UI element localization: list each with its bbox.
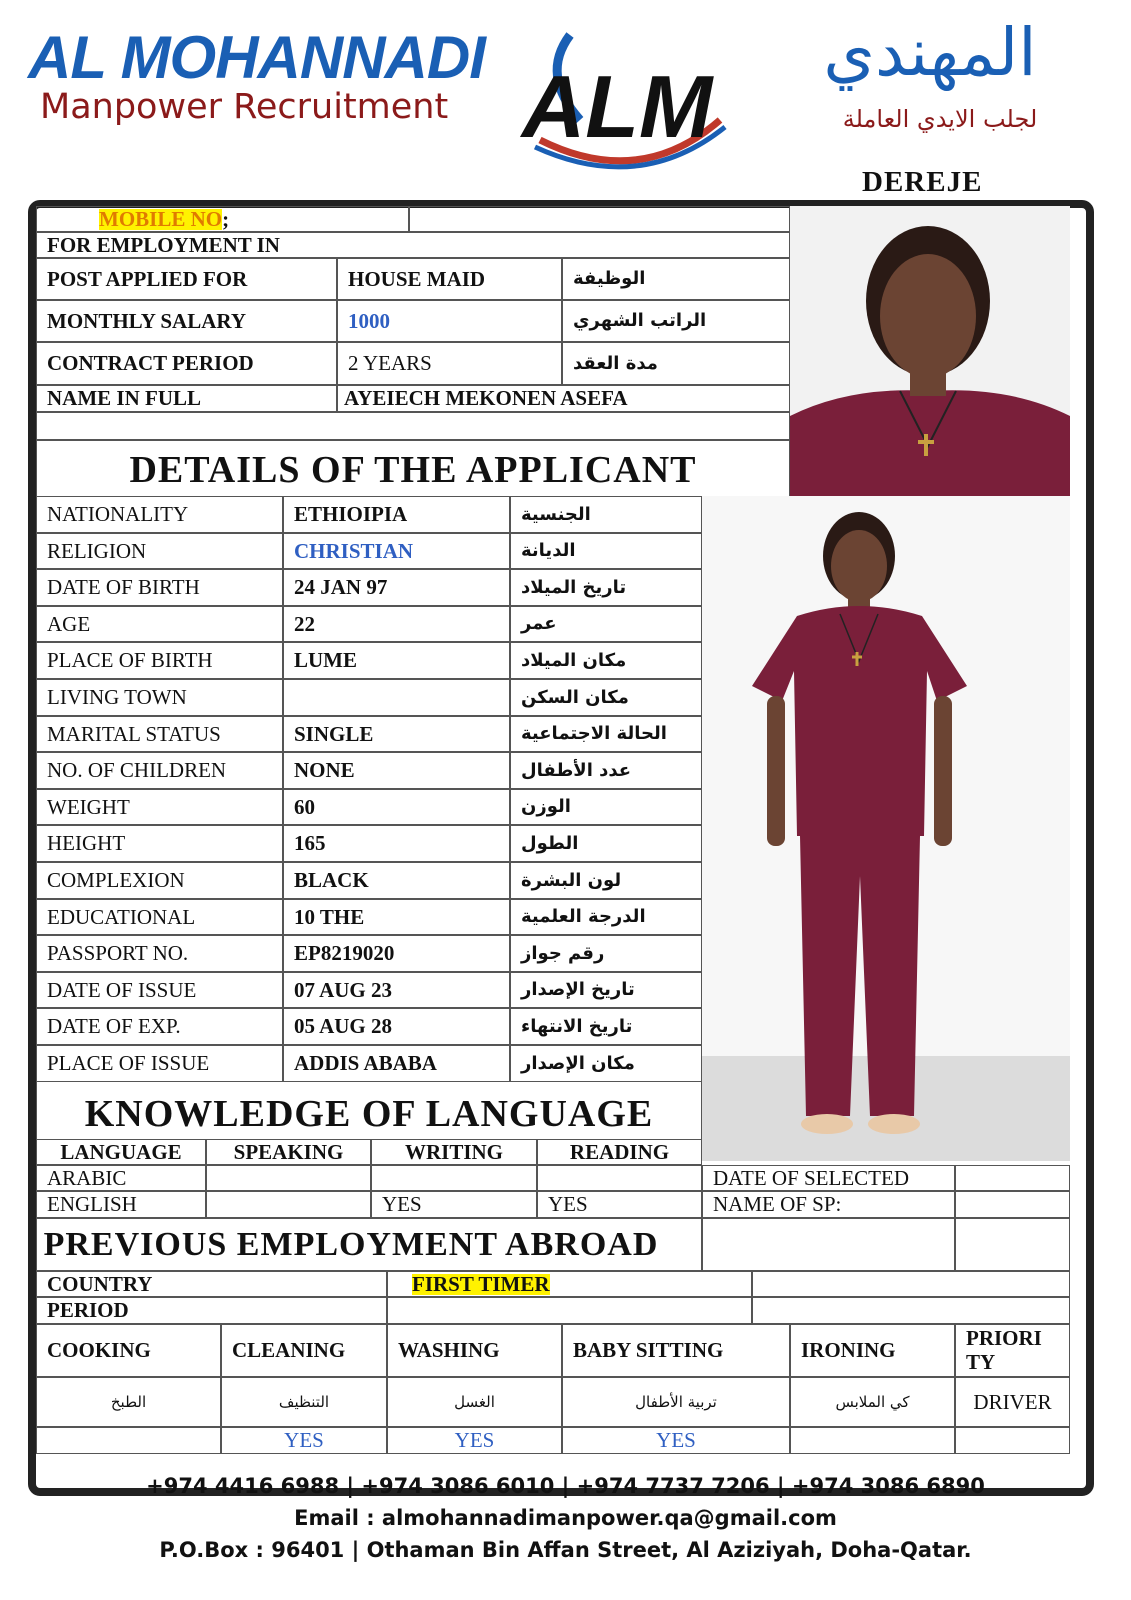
brand-subtitle-arabic: لجلب الايدي العاملة bbox=[842, 105, 1038, 133]
language-cell bbox=[206, 1165, 371, 1191]
detail-arabic: الجنسية bbox=[510, 496, 702, 533]
detail-arabic: تاريخ الميلاد bbox=[510, 569, 702, 606]
language-cell: YES bbox=[371, 1191, 537, 1218]
spacer-row bbox=[36, 412, 790, 440]
detail-arabic: رقم جواز bbox=[510, 935, 702, 972]
detail-value: 165 bbox=[283, 825, 510, 862]
brand-name-english: AL MOHANNADI bbox=[28, 24, 485, 91]
language-header: READING bbox=[537, 1139, 702, 1165]
brand-name-arabic: المهندي bbox=[823, 14, 1037, 91]
top-row-value: 2 YEARS bbox=[337, 342, 562, 385]
skill-header: WASHING bbox=[387, 1324, 562, 1377]
detail-value: 07 AUG 23 bbox=[283, 972, 510, 1008]
detail-value: BLACK bbox=[283, 862, 510, 899]
language-header: WRITING bbox=[371, 1139, 537, 1165]
language-cell bbox=[206, 1191, 371, 1218]
language-cell: YES bbox=[537, 1191, 702, 1218]
detail-label: PLACE OF ISSUE bbox=[36, 1045, 283, 1082]
language-cell bbox=[371, 1165, 537, 1191]
skill-value: YES bbox=[387, 1427, 562, 1454]
country-value: FIRST TIMER bbox=[412, 1271, 550, 1296]
language-cell bbox=[537, 1165, 702, 1191]
language-cell: ARABIC bbox=[36, 1165, 206, 1191]
detail-value: 22 bbox=[283, 606, 510, 642]
detail-arabic: الطول bbox=[510, 825, 702, 862]
detail-arabic: عمر bbox=[510, 606, 702, 642]
detail-label: AGE bbox=[36, 606, 283, 642]
footer-phones: +974 4416 6988 | +974 3086 6010 | +974 7737 7206 | +974 3086 6890 bbox=[146, 1474, 985, 1498]
top-row-arabic: الراتب الشهري bbox=[562, 300, 790, 342]
skill-value: YES bbox=[562, 1427, 790, 1454]
alm-logo bbox=[500, 15, 735, 175]
blank-cell-b bbox=[955, 1218, 1070, 1271]
skill-arabic: الطبخ bbox=[36, 1377, 221, 1427]
mobile-label: MOBILE NO bbox=[99, 206, 223, 231]
footer-address: P.O.Box : 96401 | Othaman Bin Affan Street, Al Aziziyah, Doha-Qatar. bbox=[159, 1538, 972, 1562]
skill-header: IRONING bbox=[790, 1324, 955, 1377]
date-of-selected-value bbox=[955, 1165, 1070, 1191]
detail-label: PASSPORT NO. bbox=[36, 935, 283, 972]
top-row-arabic: الوظيفة bbox=[562, 258, 790, 300]
detail-value: NONE bbox=[283, 752, 510, 789]
applicant-full-body-photo bbox=[702, 496, 1070, 1161]
date-of-selected-label: DATE OF SELECTED bbox=[702, 1165, 955, 1191]
skill-arabic: تربية الأطفال bbox=[562, 1377, 790, 1427]
priority-header-line1: PRIORI bbox=[966, 1326, 1042, 1351]
blank-cell-a bbox=[702, 1218, 955, 1271]
footer-email: Email : almohannadimanpower.qa@gmail.com bbox=[294, 1506, 837, 1530]
detail-arabic: مكان السكن bbox=[510, 679, 702, 716]
detail-value: ETHIOIPIA bbox=[283, 496, 510, 533]
name-label: NAME IN FULL bbox=[36, 385, 337, 412]
skill-header: CLEANING bbox=[221, 1324, 387, 1377]
priority-value: DRIVER bbox=[955, 1377, 1070, 1427]
period-extra bbox=[752, 1297, 1070, 1324]
detail-arabic: الوزن bbox=[510, 789, 702, 825]
skill-arabic: التنظيف bbox=[221, 1377, 387, 1427]
detail-label: LIVING TOWN bbox=[36, 679, 283, 716]
detail-value: 24 JAN 97 bbox=[283, 569, 510, 606]
country-value-cell bbox=[387, 1271, 752, 1297]
top-row-label: CONTRACT PERIOD bbox=[36, 342, 337, 385]
letterhead bbox=[0, 0, 1131, 200]
detail-arabic: مكان الميلاد bbox=[510, 642, 702, 679]
detail-arabic: الدرجة العلمية bbox=[510, 899, 702, 935]
detail-label: NO. OF CHILDREN bbox=[36, 752, 283, 789]
top-row-value: 1000 bbox=[337, 300, 562, 342]
top-row-value: HOUSE MAID bbox=[337, 258, 562, 300]
applicant-portrait-photo bbox=[790, 206, 1070, 496]
detail-arabic: الحالة الاجتماعية bbox=[510, 716, 702, 752]
detail-label: NATIONALITY bbox=[36, 496, 283, 533]
detail-value: 10 THE bbox=[283, 899, 510, 935]
skill-arabic: الغسل bbox=[387, 1377, 562, 1427]
period-label: PERIOD bbox=[36, 1297, 387, 1324]
period-value bbox=[387, 1297, 752, 1324]
detail-label: COMPLEXION bbox=[36, 862, 283, 899]
detail-label: DATE OF ISSUE bbox=[36, 972, 283, 1008]
language-header: SPEAKING bbox=[206, 1139, 371, 1165]
priority-header bbox=[955, 1324, 1070, 1377]
detail-arabic: تاريخ الإصدار bbox=[510, 972, 702, 1008]
priority-blank bbox=[955, 1427, 1070, 1454]
country-label: COUNTRY bbox=[36, 1271, 387, 1297]
detail-label: EDUCATIONAL bbox=[36, 899, 283, 935]
skill-arabic: كي الملابس bbox=[790, 1377, 955, 1427]
details-title: DETAILS OF THE APPLICANT bbox=[129, 449, 697, 491]
detail-value: EP8219020 bbox=[283, 935, 510, 972]
detail-value: CHRISTIAN bbox=[283, 533, 510, 569]
detail-label: DATE OF EXP. bbox=[36, 1008, 283, 1045]
detail-value: 05 AUG 28 bbox=[283, 1008, 510, 1045]
name-of-sp-label: NAME OF SP: bbox=[702, 1191, 955, 1218]
skill-value bbox=[36, 1427, 221, 1454]
detail-label: PLACE OF BIRTH bbox=[36, 642, 283, 679]
language-cell: ENGLISH bbox=[36, 1191, 206, 1218]
alm-logo-text: ALM bbox=[521, 57, 713, 156]
brand-subtitle-english: Manpower Recruitment bbox=[40, 87, 449, 127]
employment-in: FOR EMPLOYMENT IN bbox=[36, 232, 790, 258]
previous-title: PREVIOUS EMPLOYMENT ABROAD bbox=[43, 1226, 659, 1263]
detail-arabic: تاريخ الانتهاء bbox=[510, 1008, 702, 1045]
country-extra bbox=[752, 1271, 1070, 1297]
top-row-label: MONTHLY SALARY bbox=[36, 300, 337, 342]
detail-value: 60 bbox=[283, 789, 510, 825]
detail-value: LUME bbox=[283, 642, 510, 679]
top-row-arabic: مدة العقد bbox=[562, 342, 790, 385]
detail-label: WEIGHT bbox=[36, 789, 283, 825]
skill-header: BABY SITTING bbox=[562, 1324, 790, 1377]
detail-label: HEIGHT bbox=[36, 825, 283, 862]
language-title: KNOWLEDGE OF LANGUAGE bbox=[84, 1093, 654, 1135]
mobile-value bbox=[409, 206, 790, 232]
skill-value: YES bbox=[221, 1427, 387, 1454]
mobile-separator: ; bbox=[222, 206, 230, 231]
detail-value: ADDIS ABABA bbox=[283, 1045, 510, 1082]
mobile-cell bbox=[36, 206, 409, 232]
skill-value bbox=[790, 1427, 955, 1454]
detail-arabic: عدد الأطفال bbox=[510, 752, 702, 789]
language-header: LANGUAGE bbox=[36, 1139, 206, 1165]
detail-arabic: مكان الإصدار bbox=[510, 1045, 702, 1082]
detail-label: DATE OF BIRTH bbox=[36, 569, 283, 606]
detail-value: SINGLE bbox=[283, 716, 510, 752]
detail-arabic: الديانة bbox=[510, 533, 702, 569]
top-row-label: POST APPLIED FOR bbox=[36, 258, 337, 300]
detail-arabic: لون البشرة bbox=[510, 862, 702, 899]
detail-label: RELIGION bbox=[36, 533, 283, 569]
name-of-sp-value bbox=[955, 1191, 1070, 1218]
reference-name: DEREJE bbox=[862, 166, 983, 198]
name-value: AYEIECH MEKONEN ASEFA bbox=[337, 385, 790, 412]
detail-label: MARITAL STATUS bbox=[36, 716, 283, 752]
priority-header-line2: TY bbox=[966, 1349, 996, 1374]
detail-value bbox=[283, 679, 510, 716]
skill-header: COOKING bbox=[36, 1324, 221, 1377]
